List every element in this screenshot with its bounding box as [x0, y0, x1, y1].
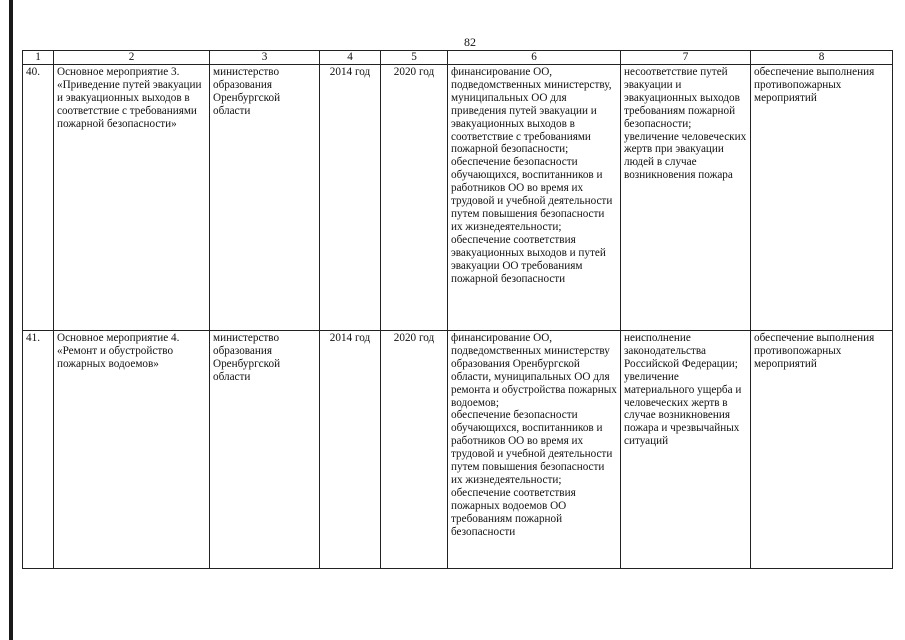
consequences: [621, 331, 751, 569]
row-number: 40.: [23, 65, 54, 331]
result-item: финансирование ОО, подведомственных министерству образования Оренбургской области, муниципальных ОО для ремонта и обустройства пожарных водоемов;: [451, 332, 617, 409]
end-year: 2020 год: [381, 331, 448, 569]
executor: министерство образования Оренбургской области: [210, 331, 320, 569]
consequences: [621, 65, 751, 331]
header-cell: 3: [210, 51, 320, 65]
executor: министерство образования Оренбургской области: [210, 65, 320, 331]
header-cell: 5: [381, 51, 448, 65]
result-item: обеспечение соответствия эвакуационных выходов и путей эвакуации ОО требованиям пожарной безопасности: [451, 233, 606, 285]
expected-results: [448, 331, 621, 569]
scan-edge-bar: [9, 0, 13, 640]
start-year: 2014 год: [320, 331, 381, 569]
table-row: [23, 65, 893, 331]
header-cell: 2: [54, 51, 210, 65]
indicator: обеспечение выполнения противопожарных мероприятий: [751, 65, 893, 331]
consequence-item: неисполнение законодательства Российской Федерации;: [624, 332, 738, 370]
start-year: 2014 год: [320, 65, 381, 331]
table-row: [23, 331, 893, 569]
result-item: обеспечение безопасности обучающихся, воспитанников и работников ОО во время их трудовой и учебной деятельности путем повышения безопасности их жизнедеятельности;: [451, 409, 613, 486]
row-number: 41.: [23, 331, 54, 569]
header-cell: 8: [751, 51, 893, 65]
header-cell: 6: [448, 51, 621, 65]
event-name: Основное мероприятие 4. «Ремонт и обустройство пожарных водоемов»: [54, 331, 210, 569]
result-item: обеспечение соответствия пожарных водоемов ОО требованиям пожарной безопасности: [451, 486, 576, 538]
header-cell: 1: [23, 51, 54, 65]
header-cell: 7: [621, 51, 751, 65]
header-cell: 4: [320, 51, 381, 65]
event-name: Основное мероприятие 3. «Приведение путей эвакуации и эвакуационных выходов в соответствие с требованиями пожарной безопасности»: [54, 65, 210, 331]
page-number: 82: [464, 35, 476, 49]
indicator: обеспечение выполнения противопожарных мероприятий: [751, 331, 893, 569]
column-number-row: [23, 51, 893, 65]
consequence-item: несоответствие путей эвакуации и эвакуационных выходов требованиям пожарной безопасности;: [624, 66, 740, 130]
expected-results: [448, 65, 621, 331]
consequence-item: увеличение человеческих жертв при эвакуации людей в случае возникновения пожара: [624, 130, 747, 182]
consequence-item: увеличение материального ущерба и человеческих жертв в случае возникновения пожара и чрезвычайных ситуаций: [624, 370, 742, 448]
result-item: обеспечение безопасности обучающихся, воспитанников и работников ОО во время их трудовой и учебной деятельности путем повышения безопасности их жизнедеятельности;: [451, 156, 613, 233]
end-year: 2020 год: [381, 65, 448, 331]
result-item: финансирование ОО, подведомственных министерству, муниципальных ОО для приведения путей эвакуации и эвакуационных выходов в соответствие с требованиями пожарной безопасности;: [451, 66, 612, 156]
measures-table: [22, 50, 893, 569]
